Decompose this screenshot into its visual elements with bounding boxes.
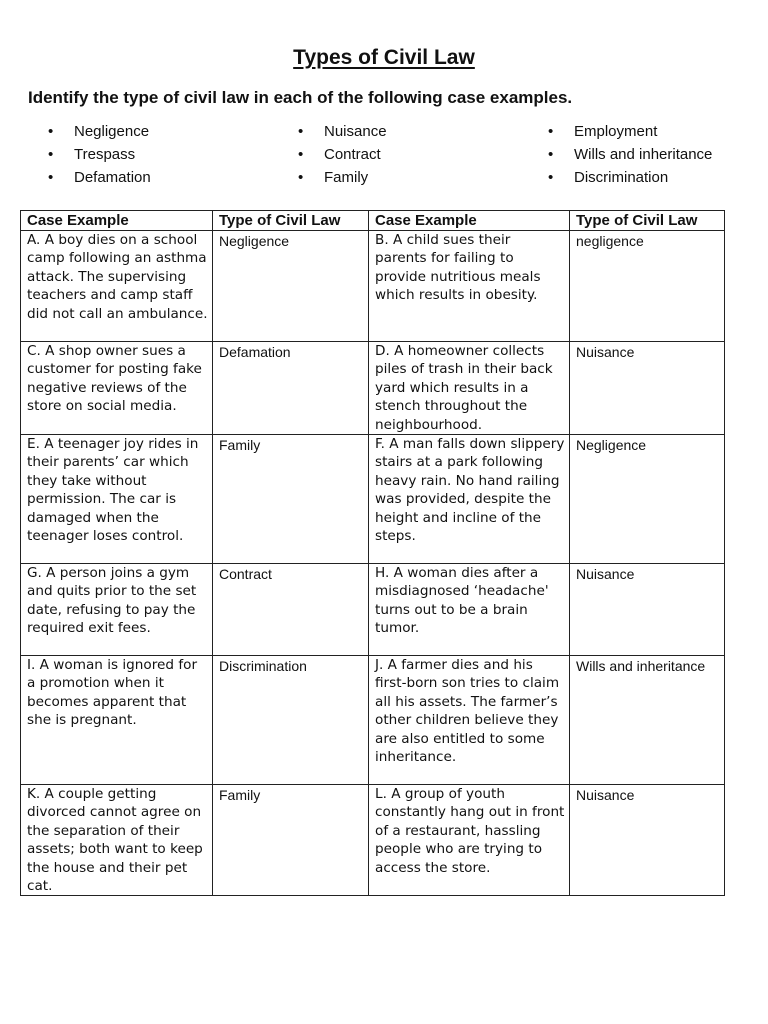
- case-cell: F. A man falls down slippery stairs at a park following heavy rain. No hand railing was provided, despite the height and incline of the steps.: [369, 435, 570, 564]
- case-cell: B. A child sues their parents for failing to provide nutritious meals which results in obesity.: [369, 231, 570, 342]
- type-item: • Wills and inheritance: [548, 143, 712, 166]
- bullet-icon: •: [298, 169, 304, 186]
- page-title: Types of Civil Law: [293, 46, 475, 69]
- table-row: [21, 231, 725, 342]
- type-item: • Trespass: [48, 143, 151, 166]
- case-examples-table: [20, 210, 725, 896]
- bullet-icon: •: [548, 169, 554, 186]
- type-item: • Defamation: [48, 166, 151, 189]
- case-cell: K. A couple getting divorced cannot agree on the separation of their assets; both want to keep the house and their pet cat.: [21, 785, 213, 896]
- case-cell: D. A homeowner collects piles of trash in their back yard which results in a stench throughout the neighbourhood.: [369, 342, 570, 435]
- bullet-icon: •: [48, 146, 54, 163]
- bullet-icon: •: [298, 146, 304, 163]
- table-header-row: [21, 211, 725, 231]
- header-case-example: Case Example: [369, 211, 570, 231]
- case-cell: J. A farmer dies and his first-born son tries to claim all his assets. The farmer’s other children believe they are also entitled to some inheritance.: [369, 656, 570, 785]
- civil-law-types-list: [0, 120, 768, 192]
- table-row: [21, 342, 725, 435]
- answer-cell: Discrimination: [213, 656, 369, 785]
- types-column-2: [298, 120, 387, 189]
- bullet-icon: •: [548, 146, 554, 163]
- case-cell: I. A woman is ignored for a promotion when it becomes apparent that she is pregnant.: [21, 656, 213, 785]
- bullet-icon: •: [548, 123, 554, 140]
- table-row: [21, 564, 725, 656]
- header-case-example: Case Example: [21, 211, 213, 231]
- types-column-3: [548, 120, 712, 189]
- type-item: • Contract: [298, 143, 387, 166]
- answer-cell: Negligence: [213, 231, 369, 342]
- type-item: • Employment: [548, 120, 712, 143]
- types-column-1: [48, 120, 151, 189]
- answer-cell: Wills and inheritance: [570, 656, 725, 785]
- case-cell: H. A woman dies after a misdiagnosed ‘headache' turns out to be a brain tumor.: [369, 564, 570, 656]
- answer-cell: Nuisance: [570, 564, 725, 656]
- type-item: • Nuisance: [298, 120, 387, 143]
- bullet-icon: •: [48, 123, 54, 140]
- type-item: • Discrimination: [548, 166, 712, 189]
- case-cell: C. A shop owner sues a customer for posting fake negative reviews of the store on social media.: [21, 342, 213, 435]
- case-cell: E. A teenager joy rides in their parents’ car which they take without permission. The car is damaged when the teenager loses control.: [21, 435, 213, 564]
- answer-cell: Family: [213, 435, 369, 564]
- case-cell: G. A person joins a gym and quits prior to the set date, refusing to pay the required exit fees.: [21, 564, 213, 656]
- table-row: [21, 435, 725, 564]
- type-item: • Negligence: [48, 120, 151, 143]
- answer-cell: Family: [213, 785, 369, 896]
- case-cell: A. A boy dies on a school camp following an asthma attack. The supervising teachers and camp staff did not call an ambulance.: [21, 231, 213, 342]
- answer-cell: Negligence: [570, 435, 725, 564]
- answer-cell: Defamation: [213, 342, 369, 435]
- answer-cell: Nuisance: [570, 342, 725, 435]
- instruction-text: Identify the type of civil law in each of the following case examples.: [28, 88, 573, 107]
- type-item: • Family: [298, 166, 387, 189]
- bullet-icon: •: [298, 123, 304, 140]
- case-cell: L. A group of youth constantly hang out in front of a restaurant, hassling people who are trying to access the store.: [369, 785, 570, 896]
- answer-cell: Nuisance: [570, 785, 725, 896]
- table-row: [21, 785, 725, 896]
- header-type-of-civil-law: Type of Civil Law: [213, 211, 369, 231]
- table-row: [21, 656, 725, 785]
- header-type-of-civil-law: Type of Civil Law: [570, 211, 725, 231]
- answer-cell: Contract: [213, 564, 369, 656]
- bullet-icon: •: [48, 169, 54, 186]
- answer-cell: negligence: [570, 231, 725, 342]
